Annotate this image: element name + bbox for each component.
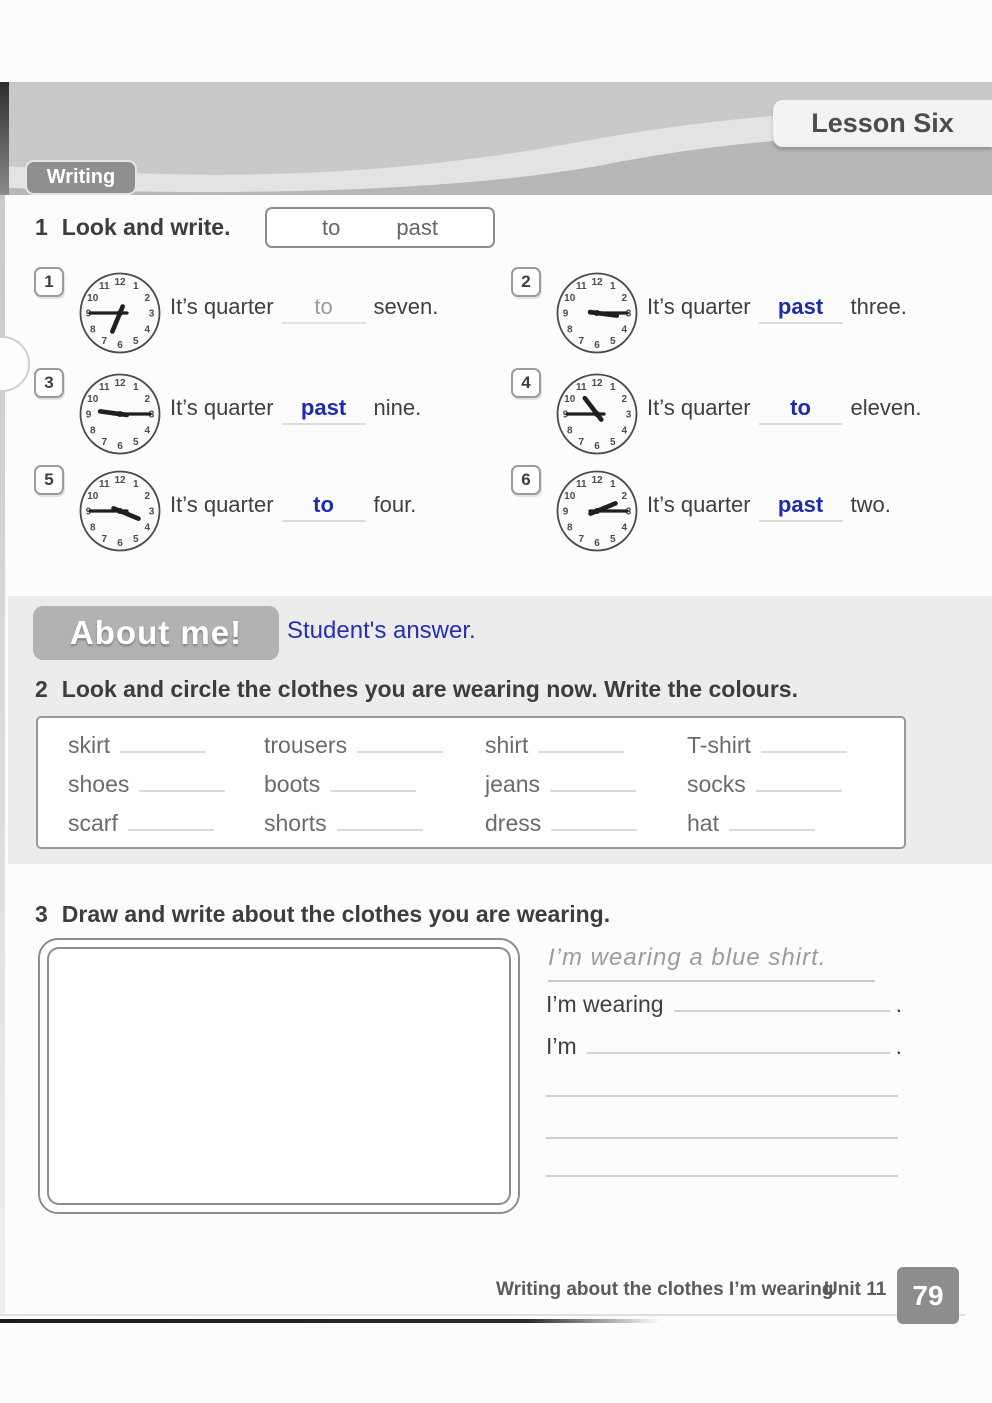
prompt-blank-line[interactable] [674,986,890,1012]
writing-section-badge: Writing [25,160,137,195]
clock-sentence [170,395,421,425]
sentence-suffix: eleven. [850,395,922,420]
exercise2-number: 2 [35,676,48,702]
prompt-period: . [895,991,902,1017]
svg-text:4: 4 [621,425,628,437]
about-me-badge: About me! [33,606,279,660]
answer-blank[interactable]: past [282,395,366,425]
clothes-word-cell [485,731,687,769]
svg-text:11: 11 [575,382,587,394]
clock-face-1 [78,271,162,355]
clock-item-4 [511,365,983,459]
svg-text:4: 4 [621,324,628,336]
clothes-word-cell [264,770,485,808]
exercise1-title: Look and write. [61,214,231,240]
item-number-badge: 3 [34,368,64,398]
svg-text:10: 10 [87,393,99,405]
svg-text:8: 8 [566,324,573,336]
svg-text:11: 11 [575,281,587,293]
svg-text:1: 1 [132,281,139,293]
extra-writing-line[interactable] [546,1137,898,1139]
answer-blank[interactable]: to [759,395,843,425]
colour-blank[interactable] [761,731,847,753]
extra-writing-line[interactable] [546,1095,898,1097]
prompt-blank-line[interactable] [587,1028,890,1054]
svg-text:5: 5 [609,533,616,545]
lesson-tab: Lesson Six [773,100,992,147]
clothes-word-box [36,716,906,849]
svg-text:10: 10 [564,292,576,304]
svg-text:3: 3 [625,506,632,518]
clock-sentence [647,395,922,425]
footer-rule-dark [0,1319,660,1323]
sentence-suffix: four. [373,492,417,517]
svg-text:8: 8 [89,522,96,534]
clothes-word: jeans [485,771,540,797]
clock-item-6 [511,462,983,556]
colour-blank[interactable] [550,770,636,792]
sentence-prefix: It’s quarter [170,395,274,420]
clothes-word-cell [68,731,264,769]
svg-text:7: 7 [578,533,585,545]
clothes-word-grid [68,731,894,847]
colour-blank[interactable] [139,770,225,792]
svg-text:1: 1 [609,281,616,293]
clothes-word: shorts [264,810,327,836]
svg-text:8: 8 [566,425,573,437]
prompt-label: I’m [546,1033,577,1059]
svg-text:3: 3 [148,308,155,320]
item-number-badge: 5 [34,465,64,495]
item-number-badge: 6 [511,465,541,495]
svg-text:2: 2 [144,490,151,502]
svg-text:4: 4 [144,425,151,437]
clothes-word-cell [687,731,894,769]
svg-text:6: 6 [117,538,123,549]
colour-blank[interactable] [756,770,842,792]
svg-text:7: 7 [578,436,585,448]
word-bank-option-past: past [396,214,438,240]
svg-text:11: 11 [98,281,110,293]
extra-writing-line[interactable] [546,1175,898,1177]
prompt-period: . [895,1033,902,1059]
clothes-word-cell [485,770,687,808]
sentence-prefix: It’s quarter [647,395,751,420]
item-number-badge: 2 [511,267,541,297]
colour-blank[interactable] [551,809,637,831]
clothes-word-cell [687,809,894,847]
clock-item-3 [34,365,506,459]
prompt-label: I’m wearing [546,991,664,1017]
page-number-badge: 79 [897,1267,959,1324]
svg-text:9: 9 [85,506,92,518]
drawing-box[interactable] [38,938,520,1214]
footer-rule-light [0,1314,965,1316]
writing-prompt-row [546,986,902,1018]
sentence-suffix: seven. [373,294,439,319]
colour-blank[interactable] [128,809,214,831]
svg-text:9: 9 [562,506,569,518]
clothes-word: hat [687,810,719,836]
clock-item-2 [511,264,983,358]
svg-text:6: 6 [117,441,123,452]
svg-text:12: 12 [591,378,603,389]
svg-text:6: 6 [117,340,123,351]
svg-text:4: 4 [621,522,628,534]
colour-blank[interactable] [120,731,206,753]
clock-face-3 [78,372,162,456]
svg-text:3: 3 [625,308,632,320]
clock-sentence [170,492,416,522]
clothes-word: socks [687,771,746,797]
svg-text:12: 12 [114,277,126,288]
exercise2-header [35,676,798,703]
exercise3-title: Draw and write about the clothes you are wearing. [61,901,611,927]
clothes-word: shirt [485,732,529,758]
svg-text:12: 12 [591,475,603,486]
colour-blank[interactable] [357,731,443,753]
writing-prompt-row [546,1028,902,1060]
svg-text:4: 4 [144,324,151,336]
sentence-prefix: It’s quarter [647,492,751,517]
clothes-word-cell [264,809,485,847]
sentence-prefix: It’s quarter [170,294,274,319]
exercise2-title: Look and circle the clothes you are wearing now. Write the colours. [61,676,798,702]
sentence-suffix: nine. [373,395,422,420]
svg-text:11: 11 [575,479,587,491]
word-bank-box [265,207,495,248]
svg-text:9: 9 [85,308,92,320]
clock-face-5 [78,469,162,553]
clock-face-2 [555,271,639,355]
svg-text:9: 9 [85,409,92,421]
svg-text:1: 1 [609,479,616,491]
svg-text:7: 7 [578,335,585,347]
clothes-word: skirt [68,732,111,758]
example-answer-line: I’m wearing a blue shirt. [548,944,875,982]
svg-text:8: 8 [566,522,573,534]
svg-text:12: 12 [591,277,603,288]
svg-text:11: 11 [98,382,110,394]
svg-text:3: 3 [625,409,632,421]
svg-text:10: 10 [564,490,576,502]
svg-text:1: 1 [132,382,139,394]
answer-blank[interactable]: past [759,492,843,522]
clothes-word: trousers [264,732,348,758]
clock-sentence [647,492,891,522]
svg-text:3: 3 [148,409,155,421]
svg-text:12: 12 [114,378,126,389]
clothes-word-cell [68,809,264,847]
clock-item-1 [34,264,506,358]
colour-blank[interactable] [729,809,815,831]
footer-unit-label: Unit 11 [824,1279,887,1300]
svg-text:2: 2 [621,292,628,304]
svg-text:10: 10 [87,490,99,502]
footer-title: Writing about the clothes I’m wearing [496,1279,834,1300]
svg-text:8: 8 [89,425,96,437]
svg-text:5: 5 [609,335,616,347]
sentence-prefix: It’s quarter [647,294,751,319]
svg-text:4: 4 [144,522,151,534]
clothes-word: T-shirt [687,732,751,758]
answer-blank[interactable]: past [759,294,843,324]
drawing-box-inner-frame [47,947,511,1205]
exercise3-header [35,901,610,928]
svg-text:10: 10 [87,292,99,304]
svg-text:11: 11 [98,479,110,491]
sentence-prefix: It’s quarter [170,492,274,517]
svg-text:3: 3 [148,506,155,518]
clock-face-6 [555,469,639,553]
svg-text:8: 8 [89,324,96,336]
sentence-suffix: two. [850,492,891,517]
svg-text:5: 5 [132,533,139,545]
clock-sentence [170,294,438,324]
clock-item-5 [34,462,506,556]
colour-blank[interactable] [330,770,416,792]
svg-text:7: 7 [101,335,108,347]
svg-text:2: 2 [144,292,151,304]
clothes-word-cell [68,770,264,808]
exercise3-number: 3 [35,901,48,927]
svg-text:1: 1 [132,479,139,491]
svg-text:5: 5 [132,436,139,448]
student-answer-note: Student's answer. [287,617,476,644]
clock-sentence [647,294,907,324]
exercise1-number: 1 [35,214,48,240]
clothes-word: boots [264,771,321,797]
answer-blank[interactable]: to [282,294,366,324]
svg-text:10: 10 [564,393,576,405]
colour-blank[interactable] [337,809,423,831]
clothes-word: dress [485,810,542,836]
svg-text:7: 7 [101,533,108,545]
word-bank-option-to: to [322,214,341,240]
answer-blank[interactable]: to [282,492,366,522]
svg-text:2: 2 [621,490,628,502]
svg-text:9: 9 [562,308,569,320]
svg-text:12: 12 [114,475,126,486]
clock-face-4 [555,372,639,456]
sentence-suffix: three. [850,294,907,319]
item-number-badge: 1 [34,267,64,297]
clothes-word-cell [485,809,687,847]
svg-text:5: 5 [609,436,616,448]
colour-blank[interactable] [538,731,624,753]
svg-text:9: 9 [562,409,569,421]
item-number-badge: 4 [511,368,541,398]
exercise1-header [35,214,230,241]
svg-text:6: 6 [594,538,600,549]
book-spine-shadow [0,82,9,195]
svg-text:1: 1 [609,382,616,394]
svg-text:6: 6 [594,441,600,452]
svg-text:7: 7 [101,436,108,448]
clothes-word: shoes [68,771,130,797]
clothes-word-cell [687,770,894,808]
svg-text:2: 2 [144,393,151,405]
clothes-word-cell [264,731,485,769]
svg-text:6: 6 [594,340,600,351]
thumb-notch [0,336,30,392]
clothes-word: scarf [68,810,118,836]
svg-text:2: 2 [621,393,628,405]
svg-text:5: 5 [132,335,139,347]
